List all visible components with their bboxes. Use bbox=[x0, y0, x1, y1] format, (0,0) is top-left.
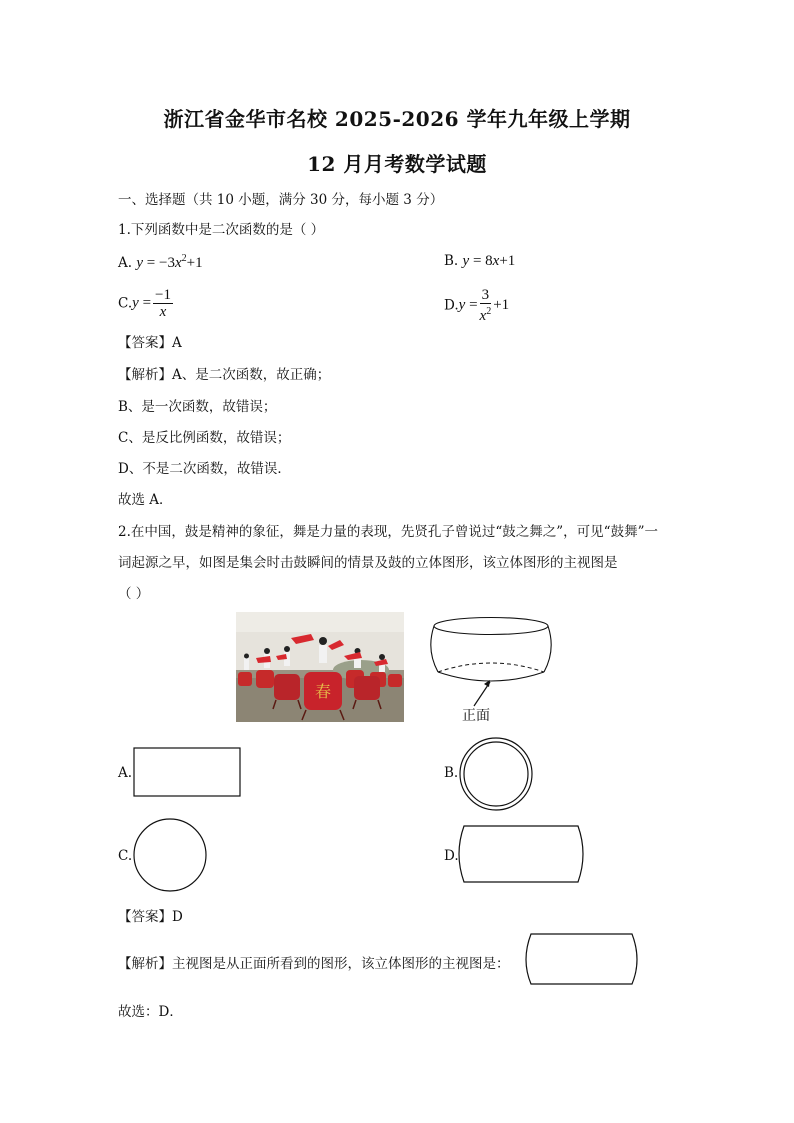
q2-analysis-barrel-shape bbox=[522, 932, 642, 988]
q2-option-a-rectangle bbox=[133, 747, 243, 799]
page-title: 浙江省金华市名校 2025-2026 学年九年级上学期 bbox=[163, 107, 631, 131]
q1-option-d: D.y = $\frac{3}{x^2}$ +1 bbox=[444, 287, 510, 324]
front-label: 正面 bbox=[462, 707, 490, 723]
q1-option-b: B. y = 8x+1 bbox=[444, 253, 516, 269]
q1-option-c: C.y = $\frac{-1}{x}$ bbox=[118, 287, 171, 320]
drum-3d-figure bbox=[430, 614, 560, 726]
q1-analysis-line: C、是反比例函数，故错误； bbox=[118, 430, 291, 446]
q1-option-a: A. $y = -3x^2+1$ bbox=[118, 253, 203, 271]
q2-option-c-circle bbox=[132, 817, 210, 893]
drum-performance-photo bbox=[236, 612, 404, 722]
q2-stem-line: 词起源之早，如图是集会时击鼓瞬间的情景及鼓的立体图形，该立体图形的主视图是 bbox=[118, 555, 618, 571]
q2-analysis: 【解析】主视图是从正面所看到的图形，该立体图形的主视图是： bbox=[118, 956, 510, 972]
q1-stem: 1.下列函数中是二次函数的是（ ） bbox=[118, 222, 325, 238]
q1-analysis-line: 【解析】A、是二次函数，故正确； bbox=[118, 367, 331, 383]
q1-analysis-line: B、是一次函数，故错误； bbox=[118, 399, 277, 415]
q1-conclusion: 故选 A． bbox=[118, 492, 173, 508]
section-heading: 一、选择题（共 10 小题，满分 30 分，每小题 3 分） bbox=[118, 192, 444, 208]
page-subtitle: 12 月月考数学试题 bbox=[307, 152, 487, 176]
q2-stem-line: 2.在中国，鼓是精神的象征，舞是力量的表现，先贤孔子曾说过“鼓之舞之”，可见“鼓舞”一 bbox=[118, 524, 658, 540]
q1-analysis-line: D、不是二次函数，故错误． bbox=[118, 461, 291, 477]
q2-option-d-barrel-shape bbox=[456, 824, 588, 886]
q2-option-d-label: D. bbox=[444, 848, 459, 864]
q1-answer: 【答案】A bbox=[118, 335, 182, 351]
drum-character: 春 bbox=[314, 682, 332, 701]
q2-option-b-double-circle bbox=[456, 736, 536, 812]
q2-option-c-label: C. bbox=[118, 848, 133, 864]
q2-conclusion: 故选：D． bbox=[118, 1004, 183, 1020]
q2-answer: 【答案】D bbox=[118, 909, 183, 925]
q2-stem-line: （ ） bbox=[118, 586, 150, 602]
q2-option-a-label: A. bbox=[118, 765, 133, 781]
q2-option-b-label: B. bbox=[444, 765, 459, 781]
